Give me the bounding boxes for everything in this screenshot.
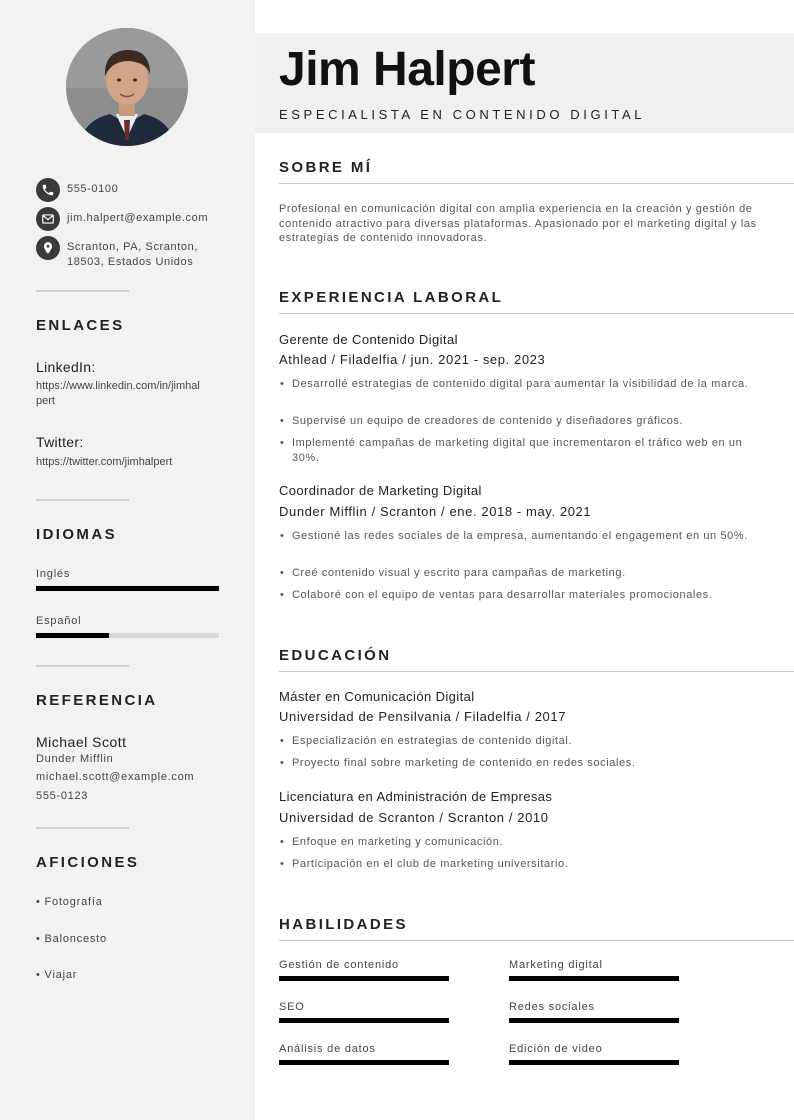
address-line-2: 18503, Estados Unidos	[67, 256, 194, 268]
sidebar-divider	[36, 665, 129, 667]
hobby-item: • Viajar	[36, 969, 78, 981]
degree-title-2: Licenciatura en Administración de Empresas	[279, 789, 553, 804]
about-text: Profesional en comunicación digital con amplia experiencia en la creación y gestión de contenido atractivo para diversas plataformas. Apasionado por el marketing digital y las estrategias de contenido innovadoras.	[279, 203, 757, 244]
reference-company: Dunder Mifflin	[36, 753, 114, 765]
job-bullet: • Supervisé un equipo de creadores de contenido y diseñadores gráficos.	[279, 414, 769, 429]
languages-heading: IDIOMAS	[36, 526, 117, 543]
contact-address	[36, 236, 198, 270]
linkedin-url-line-1: https://www.linkedin.com/in/jimhal	[36, 380, 200, 392]
skill-label: Marketing digital	[509, 959, 603, 971]
degree-details-2: Universidad de Scranton / Scranton / 2010	[279, 810, 549, 825]
language-english-label: Inglés	[36, 568, 71, 580]
job-bullet: • Implementé campañas de marketing digital que incrementaron el tráfico web en un 30%.	[279, 436, 769, 466]
degree-bullet: • Participación en el club de marketing universitario.	[279, 857, 769, 872]
skill-bar	[279, 1060, 449, 1065]
linkedin-url-line-2: pert	[36, 395, 55, 407]
skill-bar	[509, 1018, 679, 1023]
sidebar	[0, 0, 255, 1120]
section-rule	[279, 183, 794, 184]
skill-level	[509, 976, 679, 981]
degree-bullet: • Proyecto final sobre marketing de contenido en redes sociales.	[279, 756, 769, 771]
skill-level	[509, 1060, 679, 1065]
email-text: jim.halpert@example.com	[67, 212, 209, 224]
contact-email	[36, 207, 208, 231]
section-rule	[279, 313, 794, 314]
skill-level	[509, 1018, 679, 1023]
twitter-label: Twitter:	[36, 434, 84, 450]
job-bullet: • Creé contenido visual y escrito para campañas de marketing.	[279, 566, 769, 581]
phone-text: 555-0100	[67, 183, 119, 195]
skill-level	[279, 1018, 449, 1023]
sidebar-divider	[36, 290, 129, 292]
degree-details-1: Universidad de Pensilvania / Filadelfia / 2017	[279, 709, 567, 724]
job-bullet: • Desarrollé estrategias de contenido digital para aumentar la visibilidad de la marca.	[279, 377, 769, 392]
degree-bullet: • Enfoque en marketing y comunicación.	[279, 835, 769, 850]
skill-level	[279, 1060, 449, 1065]
skill-bar	[279, 1018, 449, 1023]
reference-phone: 555-0123	[36, 790, 89, 802]
hobby-item: • Fotografía	[36, 896, 103, 908]
section-rule	[279, 671, 794, 672]
reference-heading: REFERENCIA	[36, 692, 158, 709]
reference-name: Michael Scott	[36, 734, 127, 750]
skill-label: Redes sociales	[509, 1001, 595, 1013]
job-title-2: Coordinador de Marketing Digital	[279, 483, 482, 498]
email-icon	[36, 207, 60, 231]
skill-bar	[279, 976, 449, 981]
job-title: ESPECIALISTA EN CONTENIDO DIGITAL	[279, 107, 646, 122]
address-text	[67, 236, 198, 270]
language-spanish-label: Español	[36, 615, 82, 627]
linkedin-url[interactable]	[36, 379, 226, 409]
links-heading: ENLACES	[36, 317, 125, 334]
profile-photo	[66, 28, 188, 146]
address-line-1: Scranton, PA, Scranton,	[67, 241, 198, 253]
skill-bar	[509, 1060, 679, 1065]
reference-email: michael.scott@example.com	[36, 771, 195, 783]
phone-icon	[36, 178, 60, 202]
job-details-1: Athlead / Filadelfia / jun. 2021 - sep. 2023	[279, 352, 546, 367]
skill-level	[279, 976, 449, 981]
skill-label: Edición de video	[509, 1043, 603, 1055]
sidebar-divider	[36, 499, 129, 501]
location-pin-icon	[36, 236, 60, 260]
language-english-bar	[36, 586, 219, 591]
job-bullet: • Colaboré con el equipo de ventas para desarrollar materiales promocionales.	[279, 588, 769, 603]
job-title-1: Gerente de Contenido Digital	[279, 332, 458, 347]
section-rule	[279, 940, 794, 941]
hobbies-heading: AFICIONES	[36, 854, 140, 871]
skills-heading: HABILIDADES	[279, 916, 408, 933]
skill-label: Gestión de contenido	[279, 959, 399, 971]
hobby-item: • Baloncesto	[36, 933, 107, 945]
language-spanish-level	[36, 633, 109, 638]
twitter-url[interactable]: https://twitter.com/jimhalpert	[36, 456, 173, 468]
degree-title-1: Máster en Comunicación Digital	[279, 689, 475, 704]
sidebar-divider	[36, 827, 129, 829]
linkedin-label: LinkedIn:	[36, 359, 96, 375]
avatar	[66, 28, 188, 146]
about-heading: SOBRE MÍ	[279, 159, 373, 176]
contact-phone	[36, 178, 118, 202]
skill-label: Análisis de datos	[279, 1043, 376, 1055]
job-details-2: Dunder Mifflin / Scranton / ene. 2018 - may. 2021	[279, 504, 592, 519]
experience-heading: EXPERIENCIA LABORAL	[279, 289, 504, 306]
degree-bullet: • Especialización en estrategias de contenido digital.	[279, 734, 769, 749]
job-bullet: • Gestioné las redes sociales de la empresa, aumentando el engagement en un 50%.	[279, 529, 769, 544]
education-heading: EDUCACIÓN	[279, 647, 392, 664]
skill-bar	[509, 976, 679, 981]
skill-label: SEO	[279, 1001, 305, 1013]
main-content	[255, 0, 794, 1120]
language-spanish-bar	[36, 633, 219, 638]
language-english-level	[36, 586, 219, 591]
person-name: Jim Halpert	[279, 43, 535, 96]
